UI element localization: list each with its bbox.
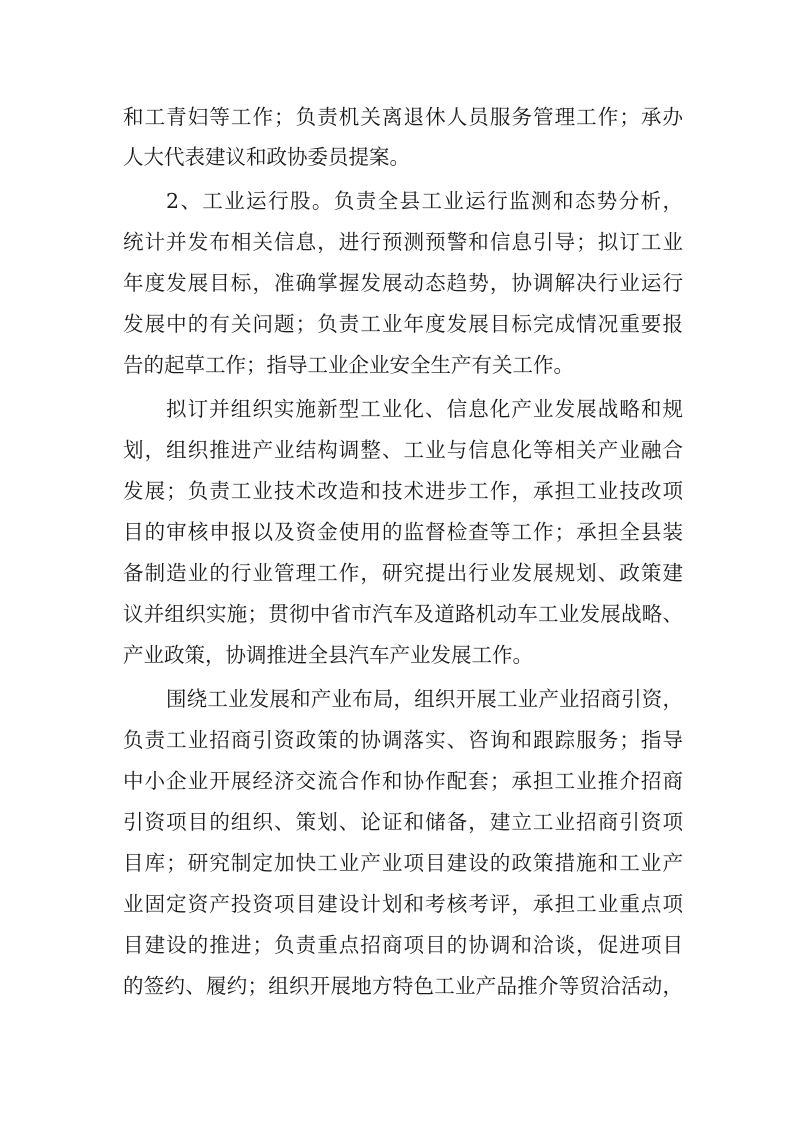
- text-line: 负责工业招商引资政策的协调落实、咨询和跟踪服务；指导: [123, 728, 683, 752]
- text-line: 目的审核申报以及资金使用的监督检查等工作；承担全县装: [123, 520, 683, 544]
- text-line: 发展中的有关问题；负责工业年度发展目标完成情况重要报: [123, 312, 683, 336]
- text-line: 年度发展目标，准确掌握发展动态趋势，协调解决行业运行: [123, 271, 683, 295]
- paragraph-start-line: 2、工业运行股。负责全县工业运行监测和态势分析，: [166, 189, 683, 213]
- text-line: 中小企业开展经济交流合作和协作配套；承担工业推介招商: [123, 769, 683, 793]
- text-line: 议并组织实施；贯彻中省市汽车及道路机动车工业发展战略、: [123, 602, 683, 626]
- text-line: 的签约、履约；组织开展地方特色工业产品推介等贸洽活动，: [123, 974, 683, 998]
- text-line: 目库；研究制定加快工业产业项目建设的政策措施和工业产: [123, 851, 683, 875]
- text-line: 划，组织推进产业结构调整、工业与信息化等相关产业融合: [123, 438, 683, 462]
- paragraph-start-line: 拟订并组织实施新型工业化、信息化产业发展战略和规: [166, 397, 683, 421]
- text-line: 统计并发布相关信息，进行预测预警和信息引导；拟订工业: [123, 230, 683, 254]
- text-line: 引资项目的组织、策划、论证和储备，建立工业招商引资项: [123, 810, 683, 834]
- paragraph-start-line: 围绕工业发展和产业布局，组织开展工业产业招商引资，: [166, 687, 683, 711]
- text-line: 发展；负责工业技术改造和技术进步工作，承担工业技改项: [123, 479, 683, 503]
- text-line: 目建设的推进；负责重点招商项目的协调和洽谈，促进项目: [123, 933, 683, 957]
- text-line: 和工青妇等工作；负责机关离退休人员服务管理工作；承办: [123, 105, 683, 129]
- text-line: 业固定资产投资项目建设计划和考核考评，承担工业重点项: [123, 892, 683, 916]
- text-line: 告的起草工作；指导工业企业安全生产有关工作。: [123, 353, 574, 377]
- text-line: 产业政策，协调推进全县汽车产业发展工作。: [123, 643, 533, 667]
- text-line: 备制造业的行业管理工作，研究提出行业发展规划、政策建: [123, 561, 683, 585]
- text-line: 人大代表建议和政协委员提案。: [123, 145, 410, 169]
